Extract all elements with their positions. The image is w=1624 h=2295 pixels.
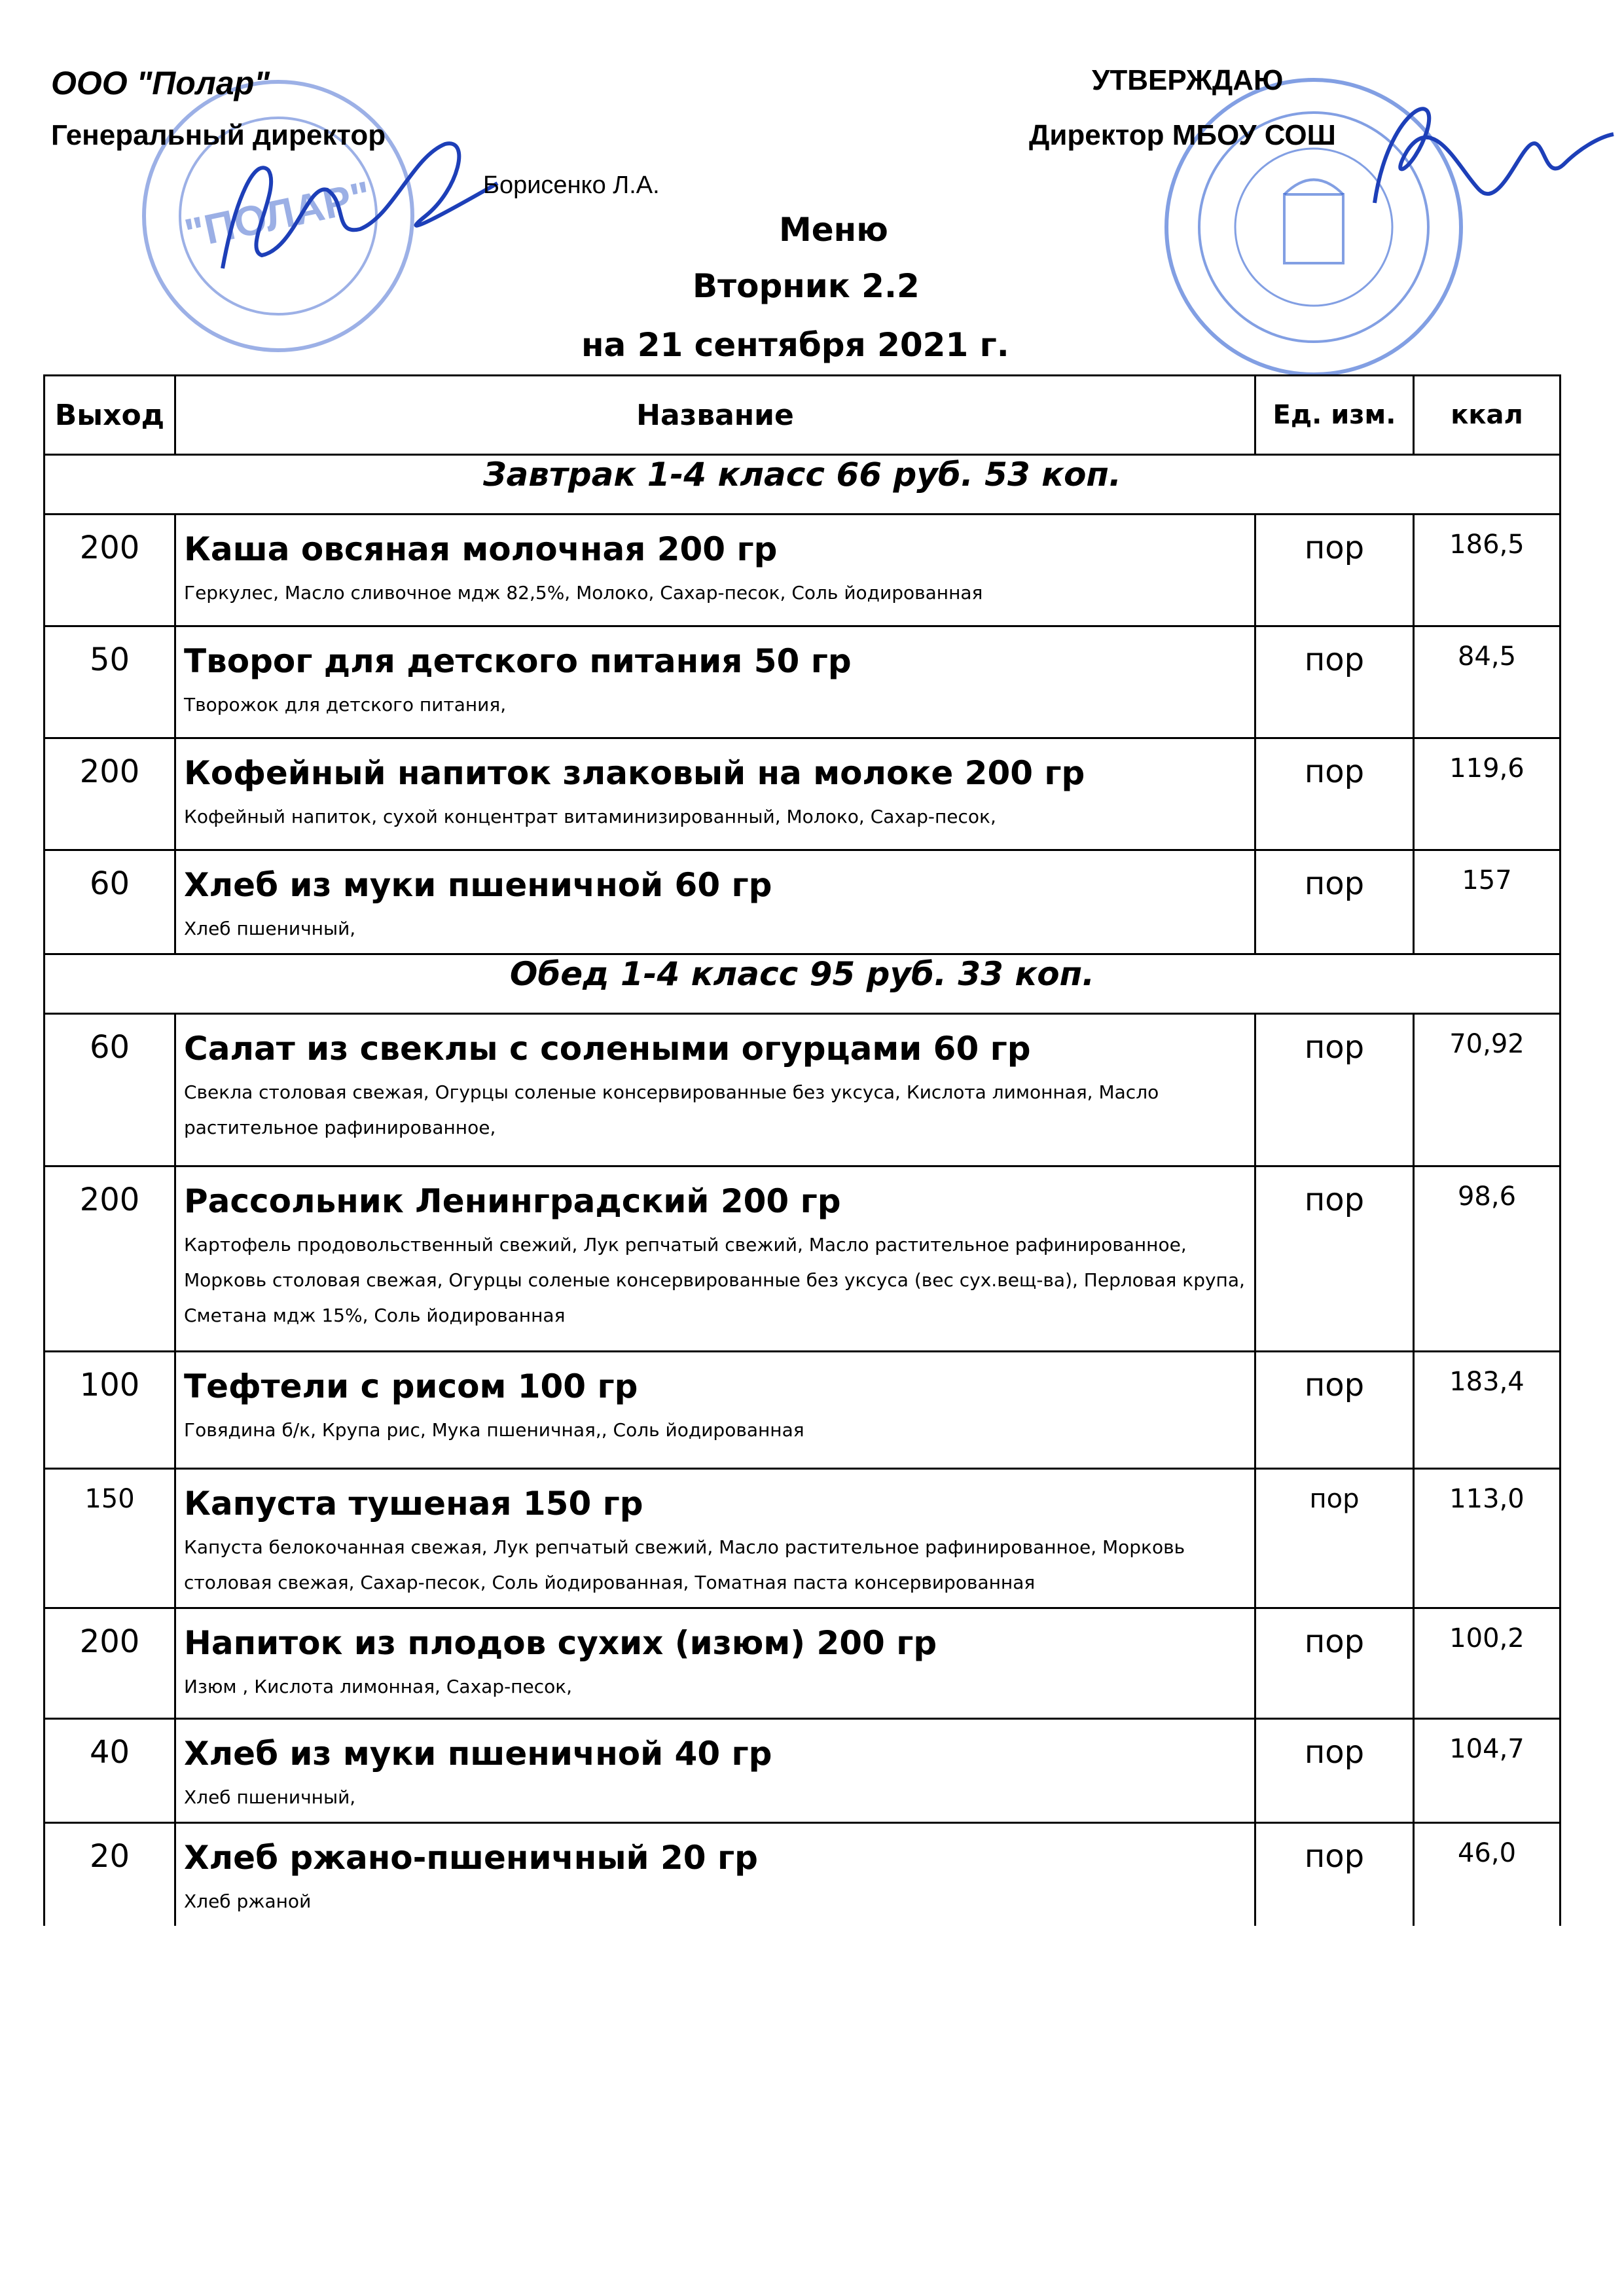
table-row	[45, 738, 1561, 850]
output-cell: 150	[45, 1469, 175, 1608]
name-cell	[175, 1608, 1255, 1719]
unit-cell: пор	[1255, 626, 1414, 738]
unit-cell: пор	[1255, 1719, 1414, 1823]
header-name: Название	[175, 376, 1255, 455]
company-name: ООО "Полар"	[51, 65, 270, 101]
dish-name: Тефтели с рисом 100 гр	[184, 1367, 638, 1405]
unit-cell: пор	[1255, 1166, 1414, 1352]
dish-name: Хлеб из муки пшеничной 60 гр	[184, 866, 772, 904]
dish-ingredients: Хлеб пшеничный,	[184, 918, 356, 939]
unit-cell: пор	[1255, 850, 1414, 954]
table-row	[45, 1014, 1561, 1166]
output-cell: 40	[45, 1719, 175, 1823]
name-cell	[175, 850, 1255, 954]
dish-name: Капуста тушеная 150 гр	[184, 1485, 643, 1523]
output-cell: 200	[45, 738, 175, 850]
output-cell: 200	[45, 1608, 175, 1719]
table-header-row	[45, 376, 1561, 455]
dish-ingredients: Капуста белокочанная свежая, Лук репчатый свежий, Масло растительное рафинированное, Морковь столовая свежая, Сахар-песок, Соль йодированная, Томатная паста консервированная	[184, 1536, 1185, 1593]
name-cell	[175, 626, 1255, 738]
table-row	[45, 1719, 1561, 1823]
name-cell	[175, 1469, 1255, 1608]
kcal-cell: 104,7	[1414, 1719, 1561, 1823]
unit-cell: пор	[1255, 1014, 1414, 1166]
name-cell	[175, 738, 1255, 850]
output-cell: 200	[45, 1166, 175, 1352]
dish-name: Напиток из плодов сухих (изюм) 200 гр	[184, 1624, 937, 1662]
dish-ingredients: Хлеб пшеничный,	[184, 1786, 356, 1808]
table-row	[45, 515, 1561, 626]
unit-cell: пор	[1255, 1608, 1414, 1719]
approve-label: УТВЕРЖДАЮ	[1092, 64, 1284, 96]
table-row	[45, 1608, 1561, 1719]
unit-cell: пор	[1255, 515, 1414, 626]
dish-name: Творог для детского питания 50 гр	[184, 642, 852, 680]
name-cell	[175, 1352, 1255, 1469]
output-cell: 60	[45, 1014, 175, 1166]
company-position: Генеральный директор	[51, 119, 386, 151]
unit-cell: пор	[1255, 1469, 1414, 1608]
dish-ingredients: Хлеб ржаной	[184, 1890, 312, 1912]
dish-name: Каша овсяная молочная 200 гр	[184, 530, 778, 568]
section-row	[45, 455, 1561, 515]
menu-date: на 21 сентября 2021 г.	[581, 326, 1009, 364]
name-cell	[175, 1823, 1255, 1926]
kcal-cell: 98,6	[1414, 1166, 1561, 1352]
name-cell	[175, 515, 1255, 626]
unit-cell: пор	[1255, 1823, 1414, 1926]
dish-ingredients: Говядина б/к, Крупа рис, Мука пшеничная,, Соль йодированная	[184, 1419, 804, 1441]
dish-ingredients: Геркулес, Масло сливочное мдж 82,5%, Молоко, Сахар-песок, Соль йодированная	[184, 582, 983, 604]
kcal-cell: 84,5	[1414, 626, 1561, 738]
header-kcal: ккал	[1414, 376, 1561, 455]
dish-ingredients: Изюм , Кислота лимонная, Сахар-песок,	[184, 1676, 573, 1697]
dish-ingredients: Кофейный напиток, сухой концентрат витаминизированный, Молоко, Сахар-песок,	[184, 806, 996, 827]
section-row	[45, 954, 1561, 1014]
kcal-cell: 186,5	[1414, 515, 1561, 626]
table-row	[45, 1352, 1561, 1469]
output-cell: 100	[45, 1352, 175, 1469]
dish-ingredients: Творожок для детского питания,	[184, 694, 507, 715]
menu-title: Меню	[779, 211, 888, 249]
unit-cell: пор	[1255, 738, 1414, 850]
dish-name: Салат из свеклы с солеными огурцами 60 гр	[184, 1030, 1031, 1068]
kcal-cell: 100,2	[1414, 1608, 1561, 1719]
kcal-cell: 70,92	[1414, 1014, 1561, 1166]
table-row	[45, 850, 1561, 954]
dish-name: Кофейный напиток злаковый на молоке 200 гр	[184, 754, 1085, 792]
dish-ingredients: Свекла столовая свежая, Огурцы соленые консервированные без уксуса, Кислота лимонная, Масло растительное рафинированное,	[184, 1081, 1159, 1138]
section-title: Завтрак 1-4 класс 66 руб. 53 коп.	[45, 455, 1561, 515]
header-unit: Ед. изм.	[1255, 376, 1414, 455]
table-row	[45, 1823, 1561, 1926]
dish-name: Хлеб ржано-пшеничный 20 гр	[184, 1839, 758, 1877]
dish-ingredients: Картофель продовольственный свежий, Лук репчатый свежий, Масло растительное рафинированное, Морковь столовая свежая, Огурцы соленые консервированные без уксуса (вес сух.вещ-ва), Перловая крупа, Сметана мдж 15%, Соль йодированная	[184, 1234, 1245, 1326]
section-title: Обед 1-4 класс 95 руб. 33 коп.	[45, 954, 1561, 1014]
dish-name: Хлеб из муки пшеничной 40 гр	[184, 1735, 772, 1773]
director-position: Директор МБОУ СОШ	[1029, 119, 1336, 151]
dish-name: Рассольник Ленинградский 200 гр	[184, 1182, 841, 1220]
kcal-cell: 113,0	[1414, 1469, 1561, 1608]
table-row	[45, 626, 1561, 738]
name-cell	[175, 1014, 1255, 1166]
table-row	[45, 1469, 1561, 1608]
header-output: Выход	[45, 376, 175, 455]
menu-day: Вторник 2.2	[693, 267, 920, 305]
name-cell	[175, 1166, 1255, 1352]
kcal-cell: 46,0	[1414, 1823, 1561, 1926]
company-signer: Борисенко Л.А.	[483, 172, 660, 199]
kcal-cell: 183,4	[1414, 1352, 1561, 1469]
signature-right	[1348, 72, 1617, 223]
output-cell: 200	[45, 515, 175, 626]
output-cell: 60	[45, 850, 175, 954]
output-cell: 20	[45, 1823, 175, 1926]
kcal-cell: 157	[1414, 850, 1561, 954]
table-row	[45, 1166, 1561, 1352]
output-cell: 50	[45, 626, 175, 738]
name-cell	[175, 1719, 1255, 1823]
svg-text:"ПОЛАР": "ПОЛАР"	[180, 172, 376, 258]
kcal-cell: 119,6	[1414, 738, 1561, 850]
menu-table	[43, 374, 1561, 1926]
unit-cell: пор	[1255, 1352, 1414, 1469]
